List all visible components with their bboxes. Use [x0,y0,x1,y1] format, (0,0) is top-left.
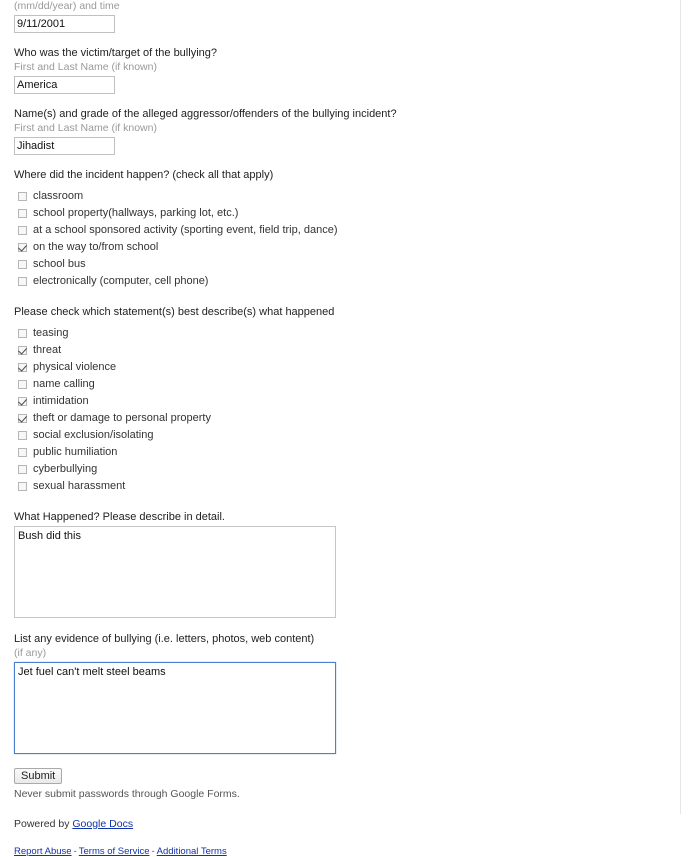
checkbox-row[interactable] [14,325,654,341]
aggressor-help-text: First and Last Name (if known) [14,122,157,134]
checkbox-label: at a school sponsored activity (sporting event, field trip, dance) [33,224,338,236]
footer-separator: - [151,846,155,857]
checkbox-icon[interactable] [18,465,27,474]
terms-of-service-link[interactable]: Terms of Service [78,846,150,857]
question-aggressor [14,107,654,155]
checkbox-row[interactable] [14,359,654,375]
victim-name-input[interactable] [14,76,115,94]
checkbox-row[interactable] [14,256,654,272]
checkbox-icon[interactable] [18,329,27,338]
checkbox-row[interactable] [14,478,654,494]
additional-terms-link[interactable]: Additional Terms [156,846,227,857]
checkbox-row[interactable] [14,444,654,460]
google-docs-link[interactable]: Google Docs [72,818,134,830]
where-question-label: Where did the incident happen? (check all that apply) [14,169,274,181]
checkbox-label: classroom [33,190,84,202]
never-submit-note: Never submit passwords through Google Forms. [14,788,240,800]
checkbox-label: on the way to/from school [33,241,159,253]
checkbox-label: physical violence [33,361,117,373]
checkbox-icon[interactable] [18,397,27,406]
where-options-list [14,188,654,289]
checkbox-label: intimidation [33,395,89,407]
checkbox-label: teasing [33,327,69,339]
question-date [14,0,654,33]
checkbox-label: electronically (computer, cell phone) [33,275,209,287]
checkbox-row[interactable] [14,188,654,204]
checkbox-row[interactable] [14,461,654,477]
footer-separator: - [73,846,77,857]
checkbox-row[interactable] [14,222,654,238]
date-input[interactable] [14,15,115,33]
checkbox-icon[interactable] [18,243,27,252]
checkbox-label: sexual harassment [33,480,126,492]
victim-question-label: Who was the victim/target of the bullying? [14,47,217,59]
checkbox-icon[interactable] [18,277,27,286]
checkbox-icon[interactable] [18,414,27,423]
question-what-happened [14,510,654,618]
checkbox-icon[interactable] [18,363,27,372]
checkbox-row[interactable] [14,376,654,392]
checkbox-label: social exclusion/isolating [33,429,154,441]
checkbox-label: theft or damage to personal property [33,412,211,424]
evidence-label: List any evidence of bullying (i.e. letters, photos, web content) [14,633,315,645]
submit-button[interactable]: Submit [14,768,62,784]
aggressor-question-label: Name(s) and grade of the alleged aggressor/offenders of the bullying incident? [14,108,397,120]
question-describe [14,305,654,494]
what-happened-label: What Happened? Please describe in detail. [14,511,225,523]
checkbox-icon[interactable] [18,192,27,201]
question-where [14,168,654,289]
checkbox-icon[interactable] [18,482,27,491]
evidence-textarea[interactable] [14,662,336,754]
checkbox-icon[interactable] [18,346,27,355]
victim-help-text: First and Last Name (if known) [14,61,157,73]
checkbox-row[interactable] [14,205,654,221]
checkbox-icon[interactable] [18,448,27,457]
question-victim [14,46,654,94]
submit-row [14,768,654,800]
powered-by-prefix: Powered by [14,818,73,830]
checkbox-label: name calling [33,378,95,390]
checkbox-row[interactable] [14,273,654,289]
powered-by [14,818,654,830]
checkbox-icon[interactable] [18,431,27,440]
checkbox-icon[interactable] [18,260,27,269]
page-right-edge [680,0,689,814]
checkbox-label: threat [33,344,62,356]
footer-links [14,846,654,857]
checkbox-icon[interactable] [18,226,27,235]
checkbox-row[interactable] [14,239,654,255]
describe-options-list [14,325,654,494]
evidence-help-text: (if any) [14,647,47,659]
aggressor-name-input[interactable] [14,137,115,155]
checkbox-label: public humiliation [33,446,118,458]
date-help-text: (mm/dd/year) and time [14,0,120,12]
checkbox-row[interactable] [14,342,654,358]
checkbox-label: school property(hallways, parking lot, etc.) [33,207,239,219]
form-body [14,0,654,857]
report-abuse-link[interactable]: Report Abuse [14,846,72,857]
checkbox-row[interactable] [14,410,654,426]
checkbox-row[interactable] [14,393,654,409]
checkbox-icon[interactable] [18,209,27,218]
what-happened-textarea[interactable] [14,526,336,618]
checkbox-icon[interactable] [18,380,27,389]
checkbox-label: school bus [33,258,86,270]
checkbox-label: cyberbullying [33,463,98,475]
question-evidence [14,632,654,754]
describe-question-label: Please check which statement(s) best describe(s) what happened [14,306,335,318]
checkbox-row[interactable] [14,427,654,443]
